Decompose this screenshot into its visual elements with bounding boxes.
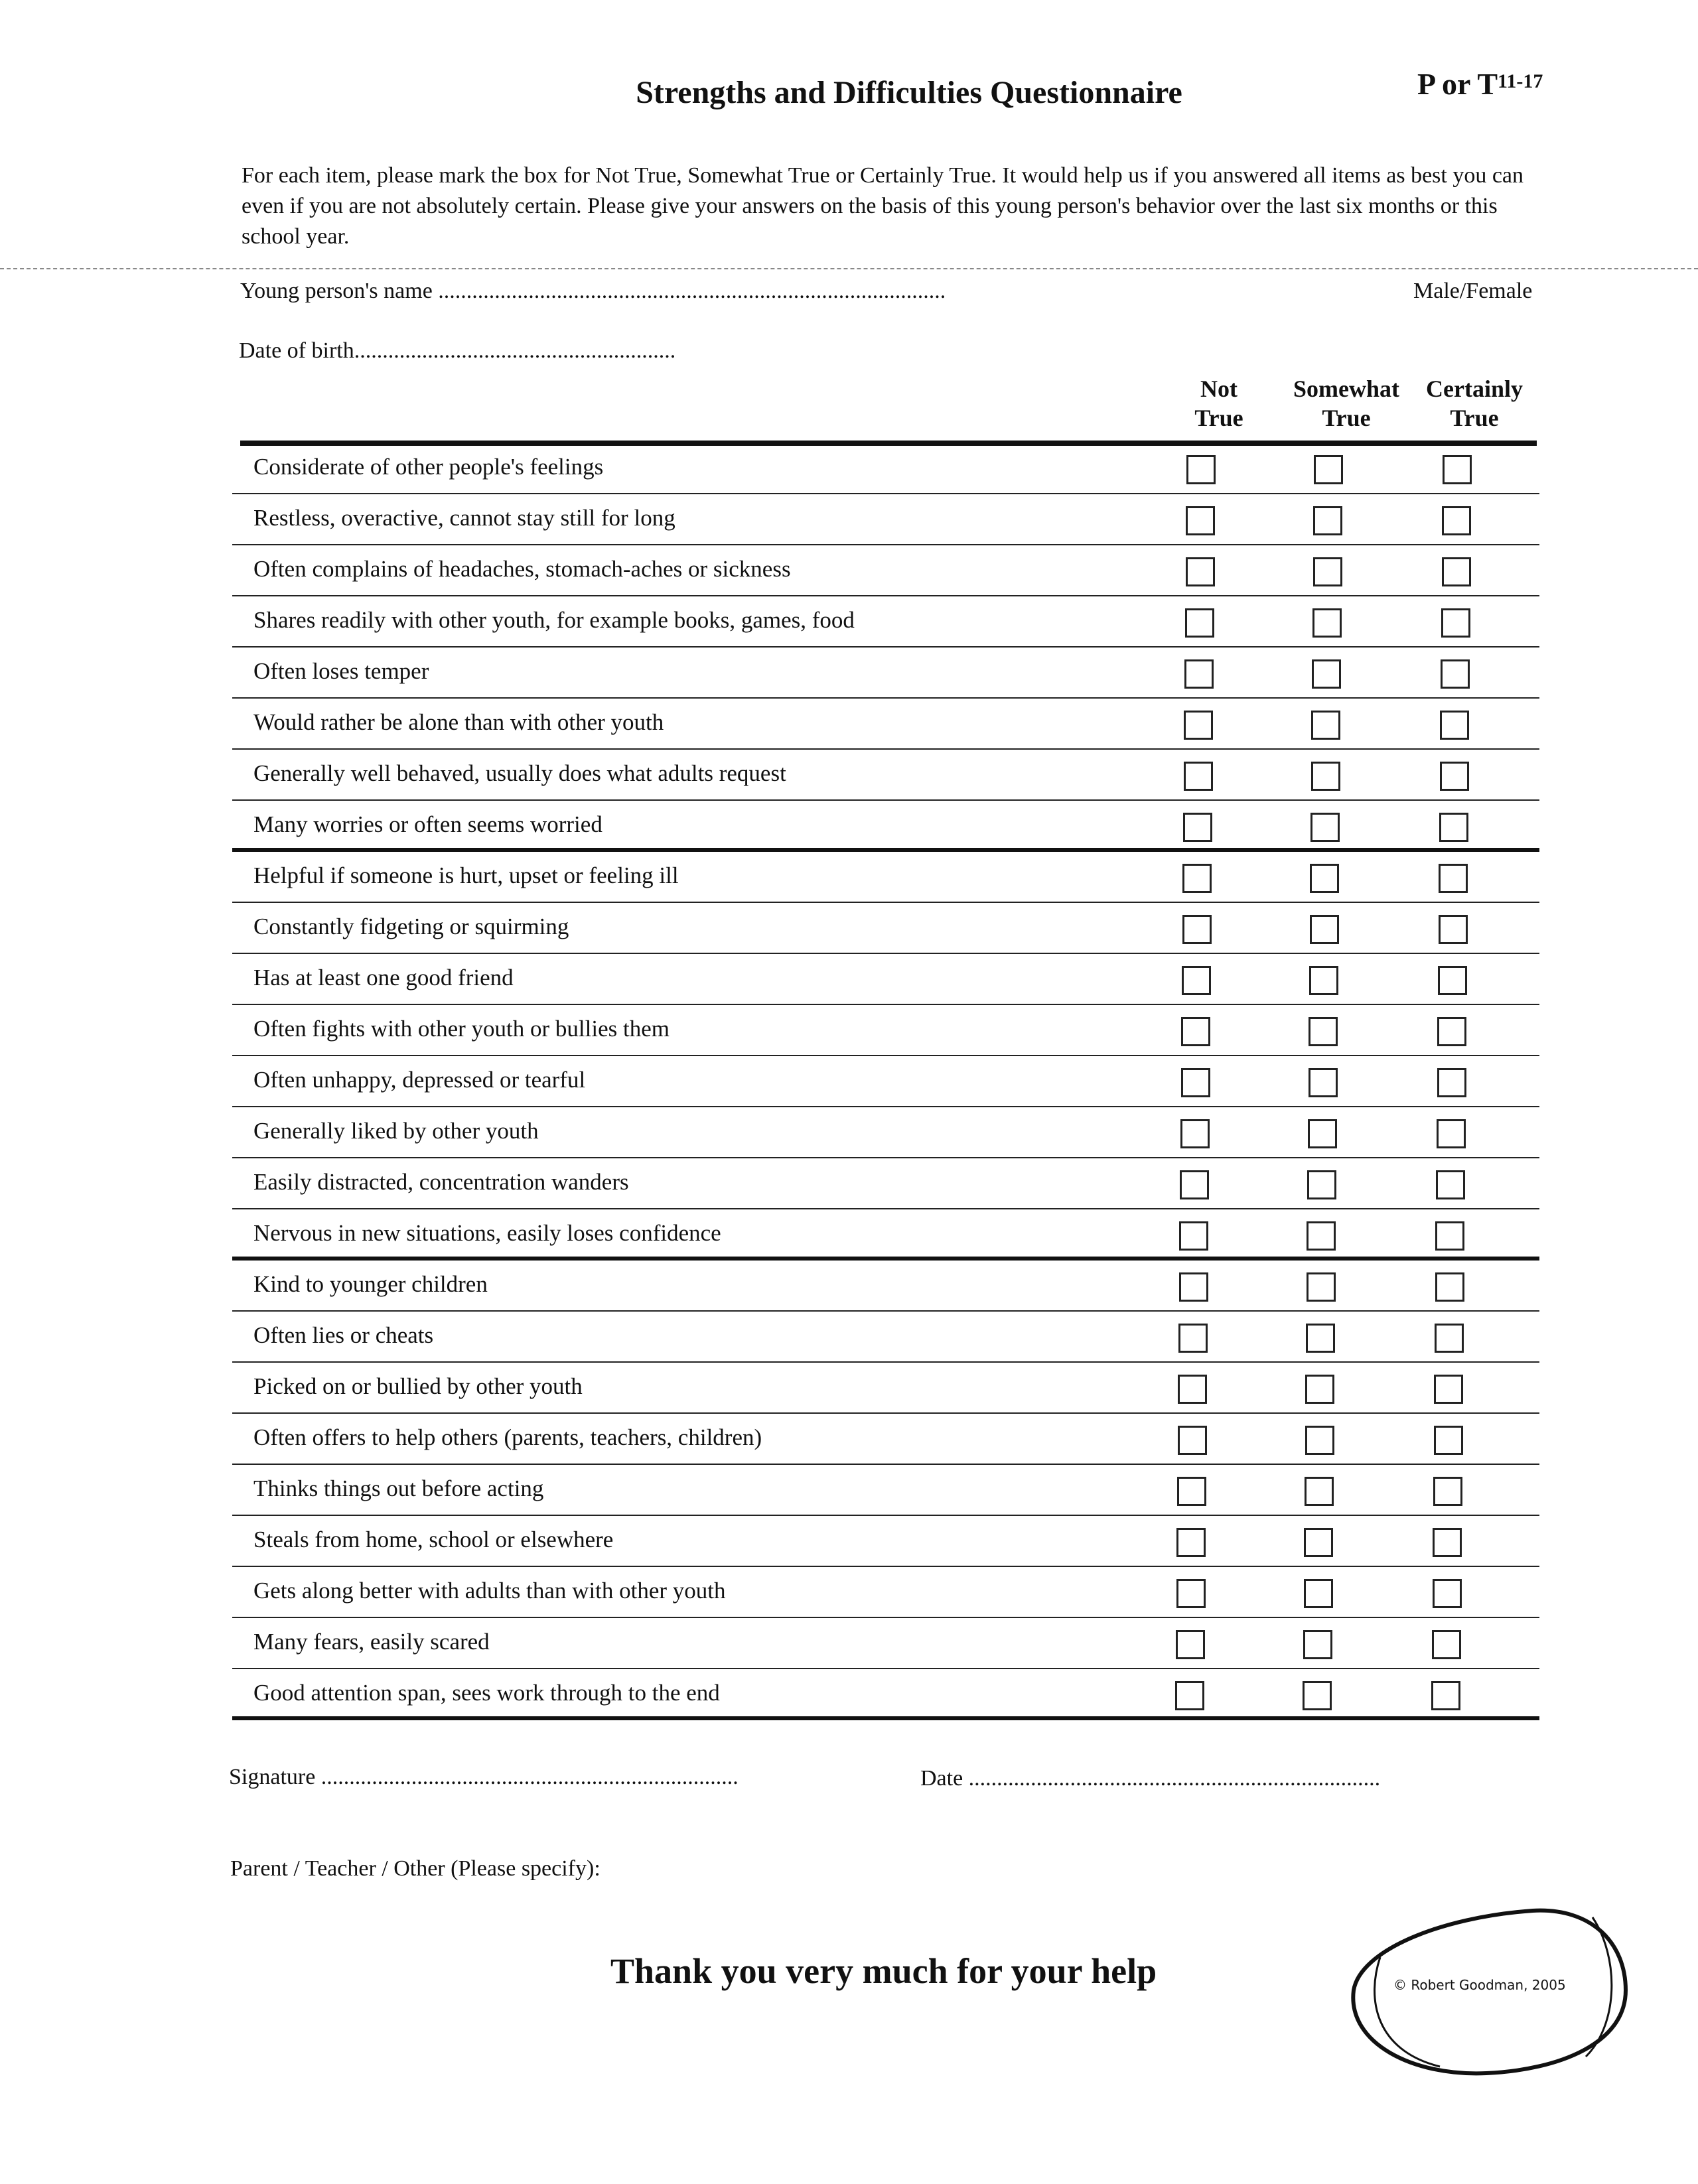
checkbox-certainly-true[interactable] <box>1434 1375 1463 1404</box>
checkbox-somewhat-true[interactable] <box>1309 966 1338 995</box>
checkbox-certainly-true[interactable] <box>1431 1681 1460 1710</box>
checkbox-certainly-true[interactable] <box>1432 1630 1461 1659</box>
item-label: Generally well behaved, usually does what adults request <box>253 760 786 786</box>
checkbox-not-true[interactable] <box>1182 915 1212 944</box>
checkbox-certainly-true[interactable] <box>1443 455 1472 484</box>
checkbox-certainly-true[interactable] <box>1439 864 1468 893</box>
column-header-certainly-true <box>1408 374 1541 433</box>
column-header-line: Not <box>1200 375 1238 402</box>
checkbox-not-true[interactable] <box>1177 1477 1206 1506</box>
checkbox-somewhat-true[interactable] <box>1306 1324 1335 1353</box>
checkbox-somewhat-true[interactable] <box>1309 1068 1338 1097</box>
checkbox-somewhat-true[interactable] <box>1313 557 1342 586</box>
table-row <box>232 852 1539 903</box>
checkbox-somewhat-true[interactable] <box>1303 1681 1332 1710</box>
table-row <box>232 1158 1539 1209</box>
signature-field[interactable]: Signature .......................................................................... <box>229 1765 739 1789</box>
item-label: Often offers to help others (parents, teachers, children) <box>253 1424 762 1450</box>
thank-you-message: Thank you very much for your help <box>610 1951 1157 1991</box>
checkbox-not-true[interactable] <box>1180 1170 1209 1199</box>
item-label: Nervous in new situations, easily loses confidence <box>253 1220 721 1246</box>
item-label: Constantly fidgeting or squirming <box>253 914 569 939</box>
table-row <box>232 1056 1539 1107</box>
checkbox-certainly-true[interactable] <box>1434 1426 1463 1455</box>
checkbox-not-true[interactable] <box>1186 455 1216 484</box>
table-row <box>232 1363 1539 1414</box>
table-row <box>232 1618 1539 1669</box>
item-label: Gets along better with adults than with other youth <box>253 1578 726 1604</box>
date-field[interactable]: Date ......................................................................... <box>920 1766 1381 1791</box>
checkbox-somewhat-true[interactable] <box>1314 455 1343 484</box>
checkbox-not-true[interactable] <box>1184 762 1213 791</box>
checkbox-somewhat-true[interactable] <box>1310 813 1340 842</box>
checkbox-not-true[interactable] <box>1179 1272 1208 1302</box>
column-header-not-true <box>1153 374 1285 433</box>
role-field[interactable]: Parent / Teacher / Other (Please specify): <box>230 1856 601 1881</box>
item-label: Often lies or cheats <box>253 1322 434 1348</box>
item-label: Helpful if someone is hurt, upset or feeling ill <box>253 862 679 888</box>
divider <box>0 268 1698 269</box>
item-label: Many worries or often seems worried <box>253 811 602 837</box>
checkbox-certainly-true[interactable] <box>1441 608 1470 638</box>
item-label: Thinks things out before acting <box>253 1475 544 1501</box>
column-header-somewhat-true <box>1280 374 1413 433</box>
column-header-line: True <box>1322 405 1371 431</box>
questionnaire-table <box>232 443 1539 1720</box>
checkbox-somewhat-true[interactable] <box>1311 762 1340 791</box>
copyright-text: © Robert Goodman, 2005 <box>1393 1977 1566 1993</box>
checkbox-not-true[interactable] <box>1184 711 1213 740</box>
checkbox-somewhat-true[interactable] <box>1311 711 1340 740</box>
table-row <box>232 1669 1539 1720</box>
checkbox-somewhat-true[interactable] <box>1308 1119 1337 1148</box>
item-label: Often complains of headaches, stomach-aches or sickness <box>253 556 791 582</box>
table-row <box>232 801 1539 852</box>
checkbox-somewhat-true[interactable] <box>1312 659 1341 689</box>
item-label: Often fights with other youth or bullies them <box>253 1016 670 1042</box>
checkbox-certainly-true[interactable] <box>1438 966 1467 995</box>
checkbox-certainly-true[interactable] <box>1435 1272 1464 1302</box>
column-header-line: True <box>1450 405 1499 431</box>
checkbox-certainly-true[interactable] <box>1442 506 1471 535</box>
checkbox-not-true[interactable] <box>1184 659 1214 689</box>
checkbox-certainly-true[interactable] <box>1433 1579 1462 1608</box>
checkbox-not-true[interactable] <box>1178 1426 1207 1455</box>
table-row <box>232 1516 1539 1567</box>
item-label: Shares readily with other youth, for example books, games, food <box>253 607 855 633</box>
table-row <box>232 903 1539 954</box>
checkbox-somewhat-true[interactable] <box>1305 1375 1334 1404</box>
checkbox-not-true[interactable] <box>1179 1221 1208 1251</box>
item-label: Many fears, easily scared <box>253 1629 490 1655</box>
table-row <box>232 699 1539 750</box>
checkbox-somewhat-true[interactable] <box>1307 1272 1336 1302</box>
checkbox-not-true[interactable] <box>1176 1528 1206 1557</box>
item-label: Considerate of other people's feelings <box>253 454 604 480</box>
form-code <box>1417 66 1543 102</box>
checkbox-certainly-true[interactable] <box>1433 1477 1462 1506</box>
checkbox-not-true[interactable] <box>1186 506 1215 535</box>
table-row <box>232 1567 1539 1618</box>
checkbox-certainly-true[interactable] <box>1436 1170 1465 1199</box>
age-range: 11-17 <box>1498 70 1543 92</box>
checkbox-somewhat-true[interactable] <box>1305 1426 1334 1455</box>
gender-field[interactable]: Male/Female <box>1413 279 1533 303</box>
checkbox-not-true[interactable] <box>1182 864 1212 893</box>
checkbox-not-true[interactable] <box>1181 1068 1210 1097</box>
checkbox-somewhat-true[interactable] <box>1307 1170 1336 1199</box>
column-header-line: True <box>1194 405 1243 431</box>
checkbox-somewhat-true[interactable] <box>1310 864 1339 893</box>
checkbox-not-true[interactable] <box>1176 1579 1206 1608</box>
item-label: Easily distracted, concentration wanders <box>253 1169 629 1195</box>
page-title: Strengths and Difficulties Questionnaire <box>636 75 1182 110</box>
table-row <box>232 750 1539 801</box>
checkbox-not-true[interactable] <box>1185 608 1214 638</box>
item-label: Often unhappy, depressed or tearful <box>253 1067 586 1093</box>
table-row <box>232 443 1539 494</box>
table-row <box>232 494 1539 545</box>
checkbox-certainly-true[interactable] <box>1441 659 1470 689</box>
checkbox-not-true[interactable] <box>1182 966 1211 995</box>
checkbox-not-true[interactable] <box>1178 1375 1207 1404</box>
column-header-line: Somewhat <box>1293 375 1399 402</box>
table-row <box>232 1005 1539 1056</box>
table-row <box>232 1312 1539 1363</box>
table-row <box>232 1414 1539 1465</box>
table-row <box>232 1261 1539 1312</box>
checkbox-somewhat-true[interactable] <box>1313 506 1342 535</box>
item-label: Has at least one good friend <box>253 965 514 990</box>
checkbox-somewhat-true[interactable] <box>1307 1221 1336 1251</box>
checkbox-certainly-true[interactable] <box>1437 1119 1466 1148</box>
checkbox-certainly-true[interactable] <box>1440 711 1469 740</box>
column-header-line: Certainly <box>1426 375 1523 402</box>
checkbox-somewhat-true[interactable] <box>1303 1630 1332 1659</box>
table-row <box>232 954 1539 1005</box>
checkbox-certainly-true[interactable] <box>1439 813 1468 842</box>
checkbox-certainly-true[interactable] <box>1439 915 1468 944</box>
table-row <box>232 1209 1539 1261</box>
checkbox-not-true[interactable] <box>1176 1630 1205 1659</box>
item-label: Would rather be alone than with other youth <box>253 709 664 735</box>
table-row <box>232 1107 1539 1158</box>
dob-field[interactable]: Date of birth......................................................... <box>239 338 676 363</box>
form-code-label: P or T <box>1417 67 1498 101</box>
checkbox-not-true[interactable] <box>1180 1119 1210 1148</box>
item-label: Often loses temper <box>253 658 429 684</box>
checkbox-somewhat-true[interactable] <box>1310 915 1339 944</box>
checkbox-not-true[interactable] <box>1181 1017 1210 1046</box>
checkbox-certainly-true[interactable] <box>1435 1221 1464 1251</box>
item-label: Picked on or bullied by other youth <box>253 1373 583 1399</box>
checkbox-not-true[interactable] <box>1186 557 1215 586</box>
checkbox-somewhat-true[interactable] <box>1305 1477 1334 1506</box>
checkbox-somewhat-true[interactable] <box>1304 1579 1333 1608</box>
checkbox-certainly-true[interactable] <box>1435 1324 1464 1353</box>
table-row <box>232 1465 1539 1516</box>
item-label: Good attention span, sees work through to the end <box>253 1680 720 1706</box>
item-label: Generally liked by other youth <box>253 1118 539 1144</box>
checkbox-not-true[interactable] <box>1178 1324 1208 1353</box>
table-row <box>232 545 1539 596</box>
checkbox-certainly-true[interactable] <box>1440 762 1469 791</box>
checkbox-somewhat-true[interactable] <box>1309 1017 1338 1046</box>
table-row <box>232 596 1539 648</box>
checkbox-not-true[interactable] <box>1183 813 1212 842</box>
item-label: Restless, overactive, cannot stay still for long <box>253 505 675 531</box>
checkbox-somewhat-true[interactable] <box>1312 608 1342 638</box>
table-row <box>232 648 1539 699</box>
checkbox-certainly-true[interactable] <box>1437 1017 1466 1046</box>
checkbox-somewhat-true[interactable] <box>1304 1528 1333 1557</box>
checkbox-certainly-true[interactable] <box>1433 1528 1462 1557</box>
item-label: Kind to younger children <box>253 1271 488 1297</box>
checkbox-certainly-true[interactable] <box>1437 1068 1466 1097</box>
instructions: For each item, please mark the box for Not True, Somewhat True or Certainly True. It would help us if you answered all items as best you can even if you are not absolutely certain. Please give your answers on the basis of this young person's behavior over the last six months or this school year. <box>242 163 1524 249</box>
name-field[interactable]: Young person's name .......................................................................................... <box>240 279 946 303</box>
item-label: Steals from home, school or elsewhere <box>253 1527 614 1552</box>
checkbox-certainly-true[interactable] <box>1442 557 1471 586</box>
checkbox-not-true[interactable] <box>1175 1681 1204 1710</box>
